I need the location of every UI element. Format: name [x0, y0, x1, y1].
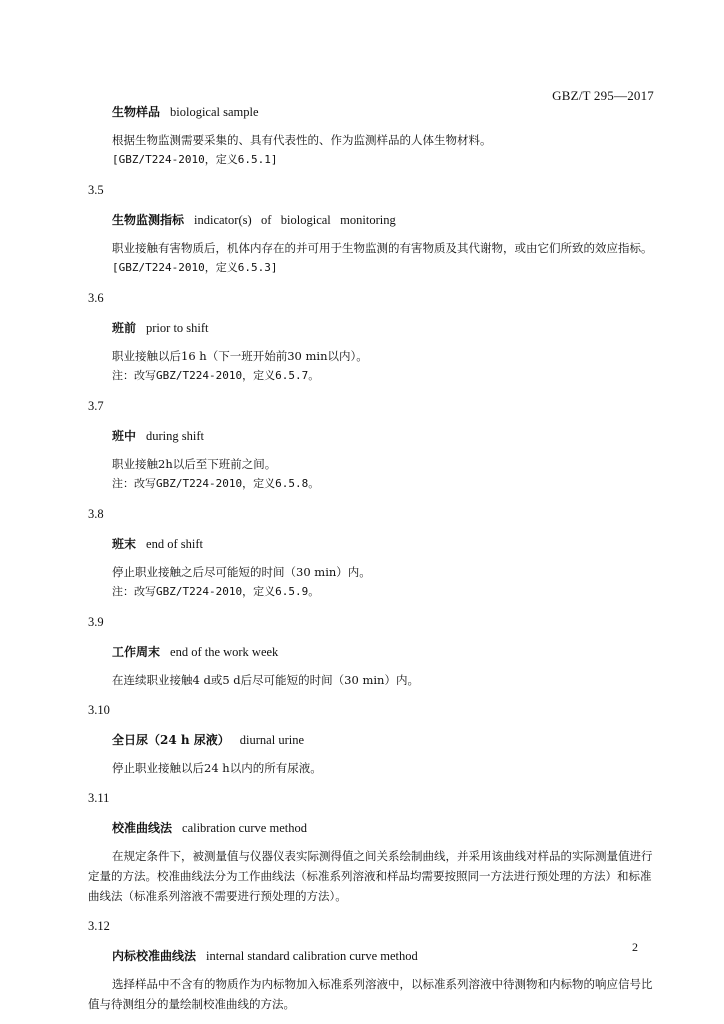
term-chinese: 内标校准曲线法 — [112, 949, 197, 963]
page-number: 2 — [632, 940, 638, 954]
term-english: diurnal urine — [239, 733, 304, 747]
definition-text: 在连续职业接触4 d或5 d后尽可能短的时间（30 min）内。 — [112, 673, 419, 687]
term-entry — [88, 506, 658, 602]
source-reference: 注：改写GBZ/T224-2010，定义6.5.8。 — [112, 477, 320, 490]
definition-text: 职业接触以后16 h（下一班开始前30 min以内）。 — [112, 349, 368, 363]
term-title — [112, 948, 658, 964]
term-entry — [88, 614, 658, 690]
term-entry — [88, 702, 658, 778]
term-chinese: 班前 — [112, 321, 137, 335]
clause-number: 3.9 — [88, 615, 104, 629]
term-entry — [88, 290, 658, 386]
term-chinese: 班中 — [112, 429, 137, 443]
term-entry — [88, 398, 658, 494]
definition-text: 职业接触2h以后至下班前之间。 — [112, 457, 277, 471]
term-english: internal standard calibration curve method — [206, 949, 418, 963]
definition-text: 停止职业接触以后24 h以内的所有尿液。 — [112, 761, 322, 775]
term-entry — [88, 182, 658, 278]
term-english: prior to shift — [146, 321, 209, 335]
clause-number: 3.8 — [88, 507, 104, 521]
term-entries — [88, 182, 658, 1014]
term-english: end of the work week — [170, 645, 279, 659]
source-reference: 注：改写GBZ/T224-2010，定义6.5.9。 — [112, 585, 320, 598]
term-chinese: 工作周末 — [112, 645, 161, 659]
term-entry — [88, 918, 658, 1014]
term-title — [112, 536, 658, 552]
definition-text: 职业接触有害物质后，机体内存在的并可用于生物监测的有害物质及其代谢物，或由它们所致的效应指标。 — [112, 241, 653, 255]
definition-text: 停止职业接触之后尽可能短的时间（30 min）内。 — [112, 565, 371, 579]
clause-number: 3.10 — [88, 703, 110, 717]
clause-number: 3.12 — [88, 919, 110, 933]
clause-number: 3.7 — [88, 399, 104, 413]
clause-number: 3.6 — [88, 291, 104, 305]
term-title — [112, 732, 658, 748]
term-chinese: 班末 — [112, 537, 137, 551]
term-chinese: 全日尿（24 h 尿液） — [112, 733, 230, 747]
definition-text: 选择样品中不含有的物质作为内标物加入标准系列溶液中，以标准系列溶液中待测物和内标物的响应信号比值与待测组分的量绘制校准曲线的方法。 — [88, 977, 653, 1011]
term-english: calibration curve method — [182, 821, 307, 835]
source-reference: 注：改写GBZ/T224-2010，定义6.5.7。 — [112, 369, 320, 382]
term-title — [112, 212, 658, 228]
term-english: during shift — [146, 429, 204, 443]
term-english: indicator(s) of biological monitoring — [194, 213, 396, 227]
term-english: end of shift — [146, 537, 203, 551]
source-reference: [GBZ/T224-2010，定义6.5.1] — [112, 153, 278, 166]
term-entry-biological-sample — [88, 104, 658, 170]
definition-text: 根据生物监测需要采集的、具有代表性的、作为监测样品的人体生物材料。 — [112, 133, 492, 147]
definition-text: 在规定条件下，被测量值与仪器仪表实际测得值之间关系绘制曲线，并采用该曲线对样品的实际测量值进行定量的方法。校准曲线法分为工作曲线法（标准系列溶液和样品均需要按照同一方法进行预处理的方法）和标准曲线法（标准系列溶液不需要进行预处理的方法）。 — [88, 849, 653, 903]
term-title — [112, 644, 658, 660]
standard-number-header: GBZ/T 295—2017 — [552, 88, 654, 103]
term-chinese: 生物样品 — [112, 105, 161, 119]
term-chinese: 生物监测指标 — [112, 213, 185, 227]
clause-number: 3.11 — [88, 791, 110, 805]
term-title — [112, 428, 658, 444]
term-title — [112, 320, 658, 336]
document-body — [88, 104, 658, 1014]
term-english: biological sample — [170, 105, 259, 119]
term-entry — [88, 790, 658, 906]
source-reference: [GBZ/T224-2010，定义6.5.3] — [112, 261, 278, 274]
clause-number: 3.5 — [88, 183, 104, 197]
term-chinese: 校准曲线法 — [112, 821, 173, 835]
term-title — [112, 104, 658, 120]
term-title — [112, 820, 658, 836]
